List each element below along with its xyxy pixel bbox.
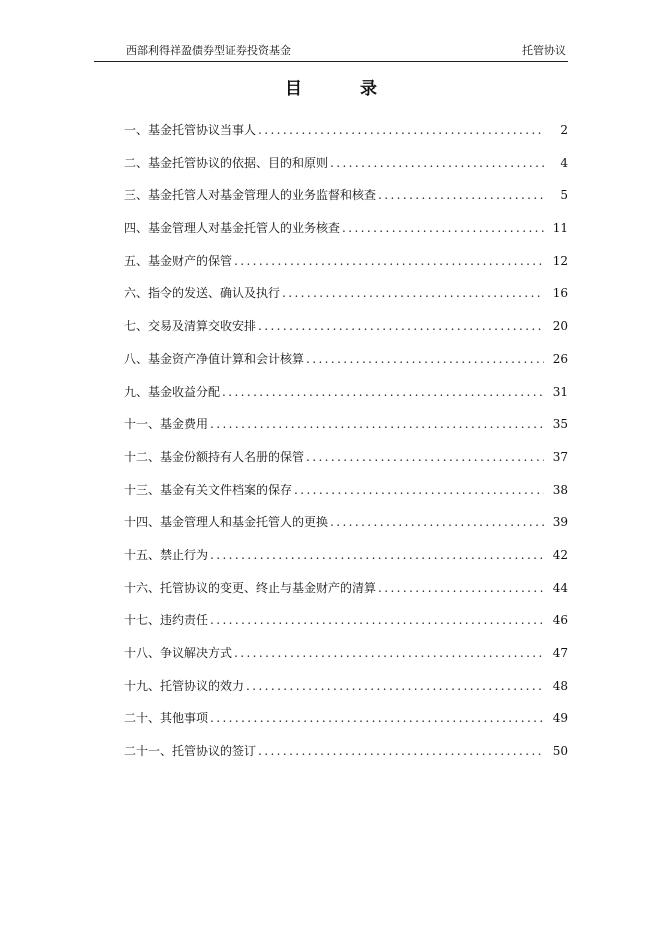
toc-dot-leader <box>210 415 544 433</box>
toc-dot-leader <box>330 154 544 172</box>
toc-entry-page-number: 20 <box>552 319 568 334</box>
header-document-title: 西部利得祥盈债券型证券投资基金 <box>126 44 291 57</box>
toc-dot-leader <box>234 252 544 270</box>
toc-entry[interactable] <box>124 154 568 187</box>
toc-dot-leader <box>258 121 544 139</box>
toc-entry-page-number: 26 <box>552 351 568 366</box>
toc-entry[interactable] <box>124 579 568 612</box>
toc-entry-label: 一、基金托管协议当事人 <box>124 123 257 137</box>
toc-entry-page-number: 48 <box>552 678 568 693</box>
toc-entry[interactable] <box>124 709 568 742</box>
toc-entry-label: 五、基金财产的保管 <box>124 253 233 268</box>
toc-dot-leader <box>282 284 544 302</box>
toc-entry-page-number: 39 <box>552 515 568 530</box>
toc-entry[interactable] <box>124 644 568 677</box>
toc-dot-leader <box>258 317 544 335</box>
toc-dot-leader <box>342 219 544 237</box>
toc-dot-leader <box>222 383 544 401</box>
toc-dot-leader <box>258 742 544 760</box>
toc-entry[interactable] <box>124 448 568 481</box>
toc-entry-label: 十七、违约责任 <box>124 613 209 628</box>
toc-entry-page-number: 44 <box>552 580 568 595</box>
toc-entry-label: 四、基金管理人对基金托管人的业务核查 <box>124 221 341 236</box>
page-header <box>94 0 568 62</box>
toc-entry-page-number: 42 <box>552 547 568 562</box>
toc-entry[interactable] <box>124 481 568 514</box>
toc-entry-label: 十二、基金份额持有人名册的保管 <box>124 449 305 464</box>
toc-entry-page-number: 50 <box>552 744 568 759</box>
toc-dot-leader <box>210 709 544 727</box>
toc-entry[interactable] <box>124 219 568 252</box>
toc-dot-leader <box>246 677 544 695</box>
toc-dot-leader <box>210 546 544 564</box>
toc-entry-page-number: 16 <box>552 286 568 301</box>
toc-entry-page-number: 12 <box>552 253 568 268</box>
table-of-contents <box>124 121 568 775</box>
toc-entry-label: 七、交易及清算交收安排 <box>124 319 257 334</box>
toc-entry[interactable] <box>124 677 568 710</box>
toc-entry-page-number: 35 <box>552 417 568 432</box>
toc-entry[interactable] <box>124 415 568 448</box>
toc-entry[interactable] <box>124 252 568 285</box>
toc-dot-leader <box>306 448 544 466</box>
toc-entry[interactable] <box>124 513 568 546</box>
toc-entry-label: 八、基金资产净值计算和会计核算 <box>124 351 305 366</box>
toc-entry-label: 十八、争议解决方式 <box>124 646 233 660</box>
toc-entry-label: 十三、基金有关文件档案的保存 <box>124 482 293 497</box>
toc-entry[interactable] <box>124 546 568 579</box>
toc-entry[interactable] <box>124 742 568 775</box>
toc-entry-page-number: 38 <box>552 482 568 497</box>
toc-entry-page-number: 11 <box>552 221 568 236</box>
toc-entry[interactable] <box>124 611 568 644</box>
toc-entry-label: 十四、基金管理人和基金托管人的更换 <box>124 515 329 530</box>
toc-dot-leader <box>378 579 544 597</box>
toc-dot-leader <box>306 350 544 368</box>
toc-entry-label: 十九、托管协议的效力 <box>124 678 245 693</box>
toc-entry[interactable] <box>124 284 568 317</box>
toc-dot-leader <box>378 186 544 204</box>
toc-entry-page-number: 49 <box>552 711 568 726</box>
toc-entry-label: 三、基金托管人对基金管理人的业务监督和核查 <box>124 188 377 203</box>
toc-entry-label: 十六、托管协议的变更、终止与基金财产的清算 <box>124 580 377 595</box>
toc-entry-label: 二十、其他事项 <box>124 711 209 726</box>
header-section-name: 托管协议 <box>522 44 566 57</box>
toc-entry-page-number: 5 <box>560 188 568 203</box>
toc-entry-page-number: 2 <box>560 123 568 137</box>
toc-entry[interactable] <box>124 317 568 350</box>
toc-title: 目 录 <box>285 79 403 99</box>
toc-entry[interactable] <box>124 121 568 154</box>
toc-entry-label: 二十一、托管协议的签订 <box>124 744 257 759</box>
toc-entry-page-number: 37 <box>552 449 568 464</box>
toc-entry-label: 二、基金托管协议的依据、目的和原则 <box>124 155 329 170</box>
toc-entry-label: 十一、基金费用 <box>124 417 209 432</box>
toc-entry-page-number: 31 <box>552 384 568 399</box>
toc-entry[interactable] <box>124 350 568 383</box>
toc-entry[interactable] <box>124 383 568 416</box>
toc-dot-leader <box>234 644 544 662</box>
toc-dot-leader <box>330 513 544 531</box>
toc-entry-page-number: 47 <box>552 646 568 660</box>
toc-dot-leader <box>294 481 544 499</box>
toc-entry[interactable] <box>124 186 568 219</box>
toc-entry-label: 九、基金收益分配 <box>124 384 221 399</box>
toc-dot-leader <box>210 611 544 629</box>
toc-entry-page-number: 46 <box>552 613 568 628</box>
toc-entry-label: 六、指令的发送、确认及执行 <box>124 286 281 301</box>
toc-entry-page-number: 4 <box>560 155 568 170</box>
toc-entry-label: 十五、禁止行为 <box>124 547 209 562</box>
